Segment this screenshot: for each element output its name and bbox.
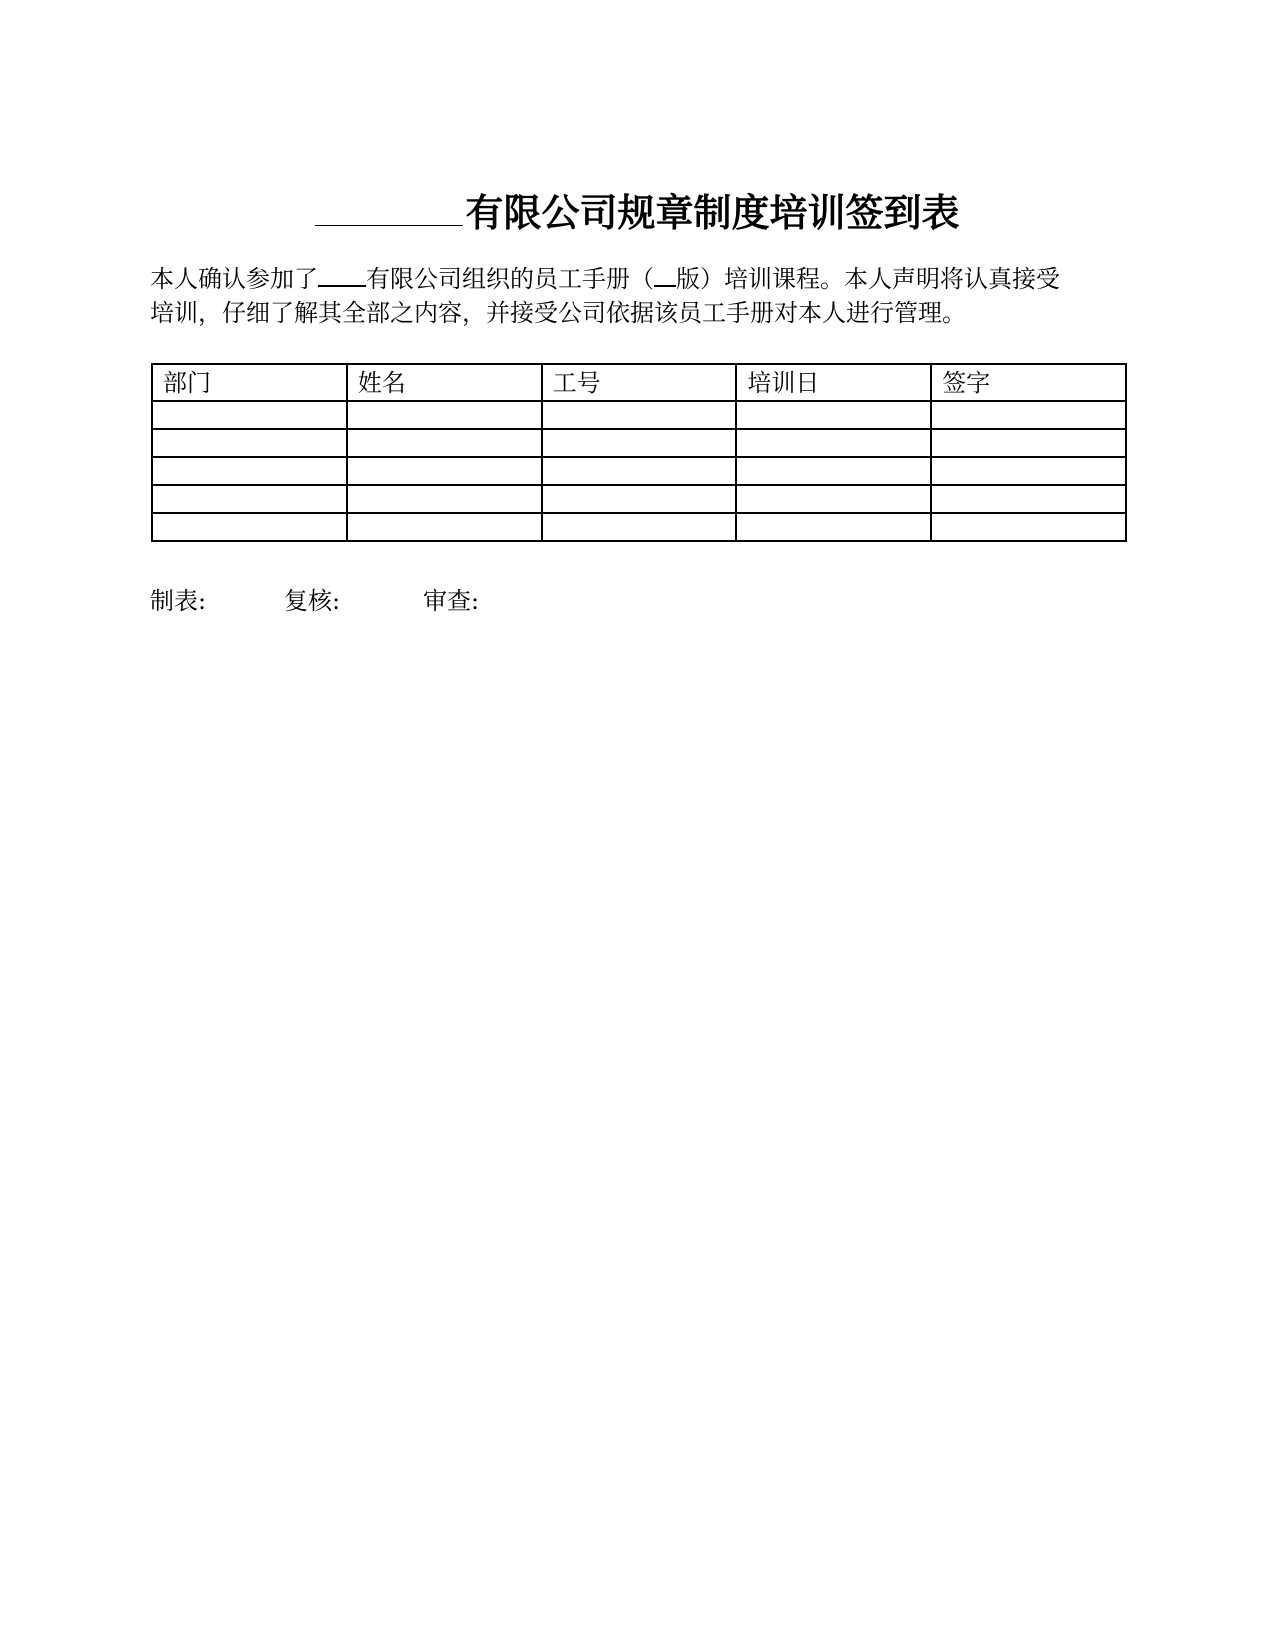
table-cell[interactable] (736, 457, 931, 485)
table-row (152, 457, 1126, 485)
table-cell[interactable] (931, 401, 1126, 429)
table-cell[interactable] (542, 513, 737, 541)
version-blank (654, 263, 676, 287)
reviewed-by-label: 复核: (284, 587, 341, 615)
table-cell[interactable] (152, 457, 347, 485)
table-row (152, 513, 1126, 541)
approval-footer (150, 586, 479, 616)
header-name: 姓名 (347, 364, 542, 401)
table-cell[interactable] (736, 401, 931, 429)
table-cell[interactable] (931, 513, 1126, 541)
table-cell[interactable] (931, 457, 1126, 485)
table-cell[interactable] (931, 485, 1126, 513)
table-cell[interactable] (152, 429, 347, 457)
table-row (152, 429, 1126, 457)
table-cell[interactable] (542, 429, 737, 457)
table-cell[interactable] (347, 485, 542, 513)
header-training-date: 培训日 (736, 364, 931, 401)
table-cell[interactable] (736, 485, 931, 513)
intro-part-1: 本人确认参加了 (150, 265, 318, 293)
prepared-by-label: 制表: (150, 587, 207, 615)
table-cell[interactable] (152, 401, 347, 429)
intro-paragraph (150, 262, 1120, 330)
table-cell[interactable] (931, 429, 1126, 457)
header-department: 部门 (152, 364, 347, 401)
intro-part-2: 有限公司组织的员工手册（ (366, 265, 654, 293)
title-text: 有限公司规章制度培训签到表 (465, 190, 960, 235)
table-cell[interactable] (542, 485, 737, 513)
table-cell[interactable] (152, 513, 347, 541)
table-cell[interactable] (736, 429, 931, 457)
table-cell[interactable] (736, 513, 931, 541)
intro-line-2: 培训，仔细了解其全部之内容，并接受公司依据该员工手册对本人进行管理。 (150, 299, 966, 327)
company-name-blank (315, 189, 463, 226)
table-cell[interactable] (347, 457, 542, 485)
table-row (152, 485, 1126, 513)
page-title (0, 182, 1275, 237)
intro-line-1 (150, 262, 1120, 296)
table-header-row (152, 364, 1126, 401)
header-employee-id: 工号 (542, 364, 737, 401)
table-cell[interactable] (542, 401, 737, 429)
signin-table (151, 363, 1127, 542)
company-blank (318, 263, 366, 287)
header-signature: 签字 (931, 364, 1126, 401)
table-cell[interactable] (347, 401, 542, 429)
table-cell[interactable] (542, 457, 737, 485)
approved-by-label: 审查: (423, 587, 480, 615)
table-cell[interactable] (347, 429, 542, 457)
intro-part-3: 版）培训课程。本人声明将认真接受 (676, 265, 1060, 293)
table-cell[interactable] (347, 513, 542, 541)
table-cell[interactable] (152, 485, 347, 513)
table-row (152, 401, 1126, 429)
